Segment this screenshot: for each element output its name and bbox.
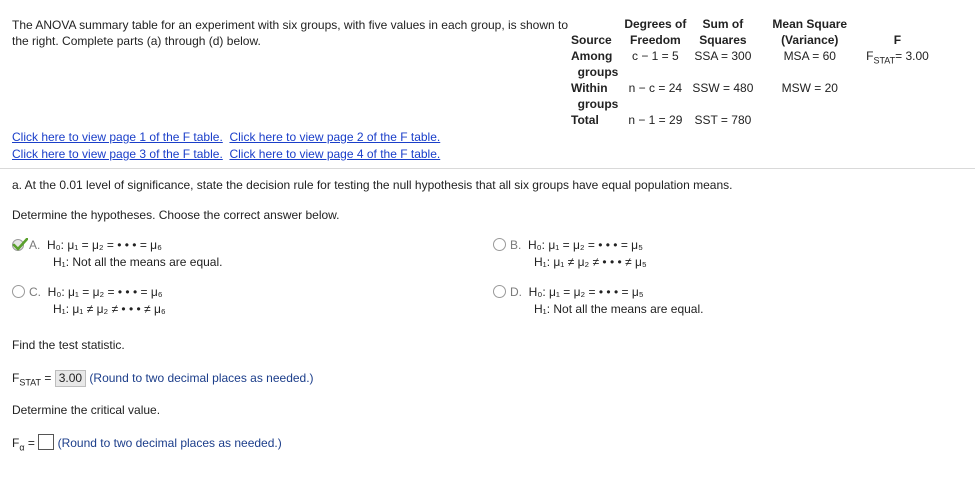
row-df: n − 1 = 29 (628, 113, 683, 127)
row-ms: MSW = 20 (781, 81, 838, 95)
header-ms: Mean Square (Variance) (772, 17, 848, 47)
option-h0: H₀: μ₁ = μ₂ = • • • = μ₆ (47, 238, 162, 252)
f-table-link-page1[interactable]: Click here to view page 1 of the F table. (12, 130, 223, 144)
row-df: n − c = 24 (628, 81, 683, 95)
falpha-answer-row: $F_\alpha$ = (Round to two decimal places as needed.) (12, 436, 282, 453)
option-c[interactable] (12, 284, 166, 318)
table-row (568, 80, 932, 112)
row-df: c − 1 = 5 (632, 49, 679, 63)
header-df: Degrees of Freedom (624, 17, 687, 47)
row-ss: SSA = 300 (694, 49, 752, 63)
row-source: Total (571, 113, 599, 127)
row-f: $F_{STAT}= 3.00$ (866, 49, 929, 66)
option-b[interactable] (493, 237, 647, 271)
radio-button[interactable] (493, 285, 506, 298)
row-ms: MSA = 60 (783, 49, 836, 63)
table-row (568, 112, 932, 128)
option-h0: H₀: μ₁ = μ₂ = • • • = μ₆ (47, 285, 163, 299)
divider (0, 168, 975, 169)
option-letter: A. (29, 238, 41, 252)
radio-button[interactable] (12, 285, 25, 298)
option-a[interactable] (12, 237, 222, 271)
row-ss: SST = 780 (694, 113, 752, 127)
option-letter: C. (29, 285, 41, 299)
critical-value-prompt: Determine the critical value. (12, 403, 161, 417)
f-table-link-page4[interactable]: Click here to view page 4 of the F table. (229, 147, 441, 161)
part-a-prompt: a. At the 0.01 level of significance, state the decision rule for testing the null hypothesis that all six groups have equal population means. (12, 178, 733, 192)
anova-table (568, 16, 932, 128)
table-row (568, 48, 932, 80)
hypotheses-instruction: Determine the hypotheses. Choose the correct answer below. (12, 208, 340, 222)
option-letter: B. (510, 238, 522, 252)
f-table-link-page2[interactable]: Click here to view page 2 of the F table. (229, 130, 441, 144)
option-h1: H₁: μ₁ ≠ μ₂ ≠ • • • ≠ μ₅ (534, 255, 647, 269)
f-table-links-row2 (12, 146, 440, 162)
row-source: Within groups (571, 81, 619, 111)
row-source: Among groups (571, 49, 619, 79)
option-h1: H₁: μ₁ ≠ μ₂ ≠ • • • ≠ μ₆ (53, 302, 166, 316)
option-h1: H₁: Not all the means are equal. (534, 302, 704, 316)
f-table-link-page3[interactable]: Click here to view page 3 of the F table. (12, 147, 223, 161)
checkmark-icon (12, 238, 28, 251)
option-h0: H₀: μ₁ = μ₂ = • • • = μ₅ (528, 285, 644, 299)
row-ss: SSW = 480 (692, 81, 754, 95)
question-intro: The ANOVA summary table for an experiment with six groups, with five values in each group, is shown to the right. Complete parts (a) through (d) below. (12, 18, 569, 48)
f-table-links-row1 (12, 129, 440, 145)
fstat-answer[interactable]: 3.00 (55, 370, 86, 387)
test-stat-prompt: Find the test statistic. (12, 338, 125, 352)
falpha-input[interactable] (38, 434, 54, 450)
radio-button[interactable] (493, 238, 506, 251)
option-h1: H₁: Not all the means are equal. (53, 255, 223, 269)
option-h0: H₀: μ₁ = μ₂ = • • • = μ₅ (528, 238, 643, 252)
header-ss: Sum of Squares (699, 17, 747, 47)
fstat-answer-row: $F_{STAT} = 3.00$ (Round to two decimal places as needed.) (12, 371, 314, 388)
option-d[interactable] (493, 284, 703, 318)
round-note: (Round to two decimal places as needed.) (89, 371, 314, 385)
round-note: (Round to two decimal places as needed.) (57, 436, 282, 450)
option-letter: D. (510, 285, 522, 299)
header-source: Source (571, 33, 612, 47)
header-f: F (893, 33, 902, 47)
